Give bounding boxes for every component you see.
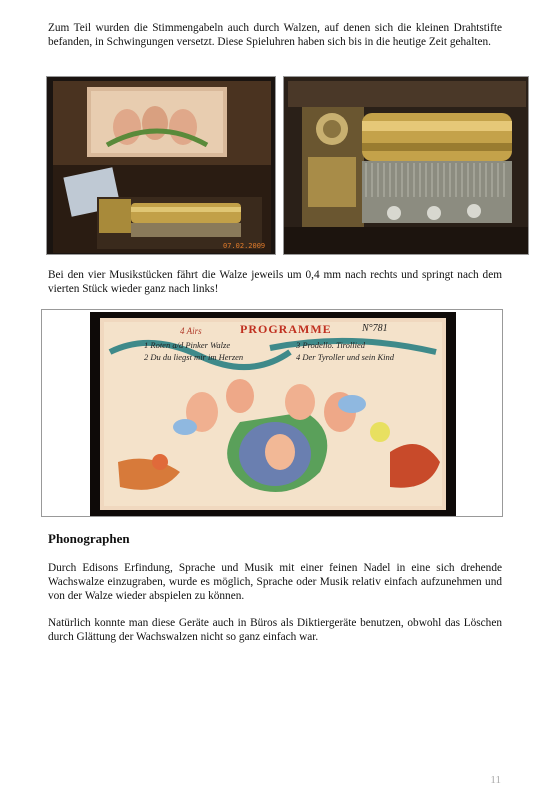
section-heading: Phonographen xyxy=(48,531,130,546)
phonograph-paragraph-2: Natürlich konnte man diese Geräte auch in Büros als Diktiergeräte benutzen, obwohl das Löschen durch Glättung der Wachswalzen nicht so ganz einfach war. xyxy=(48,617,502,643)
intro-paragraph: Zum Teil wurden die Stimmengabeln auch durch Walzen, auf denen sich die kleinen Drahtstifte befanden, in Schwingungen versetzt. Diese Spieluhren haben sich bis in die heutige Zeit gehalten. xyxy=(48,22,502,48)
cylinder-closeup-photo xyxy=(283,76,529,255)
music-box-photo xyxy=(46,76,276,255)
page-number: 11 xyxy=(490,774,501,786)
label-tune-1: 1 Roten a/d Pinker Walze xyxy=(144,340,231,350)
label-airs: 4 Airs xyxy=(180,326,202,336)
label-tune-4: 4 Der Tyroller und sein Kind xyxy=(296,352,394,362)
walze-paragraph: Bei den vier Musikstücken fährt die Walze jeweils um 0,4 mm nach rechts und springt nach dem vierten Stück wieder ganz nach links! xyxy=(48,269,502,295)
label-backdrop xyxy=(90,312,456,516)
label-title: PROGRAMME xyxy=(240,322,332,336)
cylinder-illustration xyxy=(284,77,529,255)
label-number: N°781 xyxy=(362,323,388,334)
phonograph-paragraph-1: Durch Edisons Erfindung, Sprache und Musik mit einer feinen Nadel in eine sich drehende Wachswalze einzugraben, wurde es möglich, Sprache oder Musik relativ einfach aufzunehmen und von der Walze wieder abspielen zu können. xyxy=(48,562,502,602)
label-tune-3: 3 Prodello. Tirollied xyxy=(296,340,366,350)
music-box-illustration xyxy=(47,77,276,255)
photo-datestamp: 07.02.2009 xyxy=(223,242,266,250)
label-tune-2: 2 Du du liegst mir im Herzen xyxy=(144,352,244,362)
programme-label-photo xyxy=(41,309,503,517)
